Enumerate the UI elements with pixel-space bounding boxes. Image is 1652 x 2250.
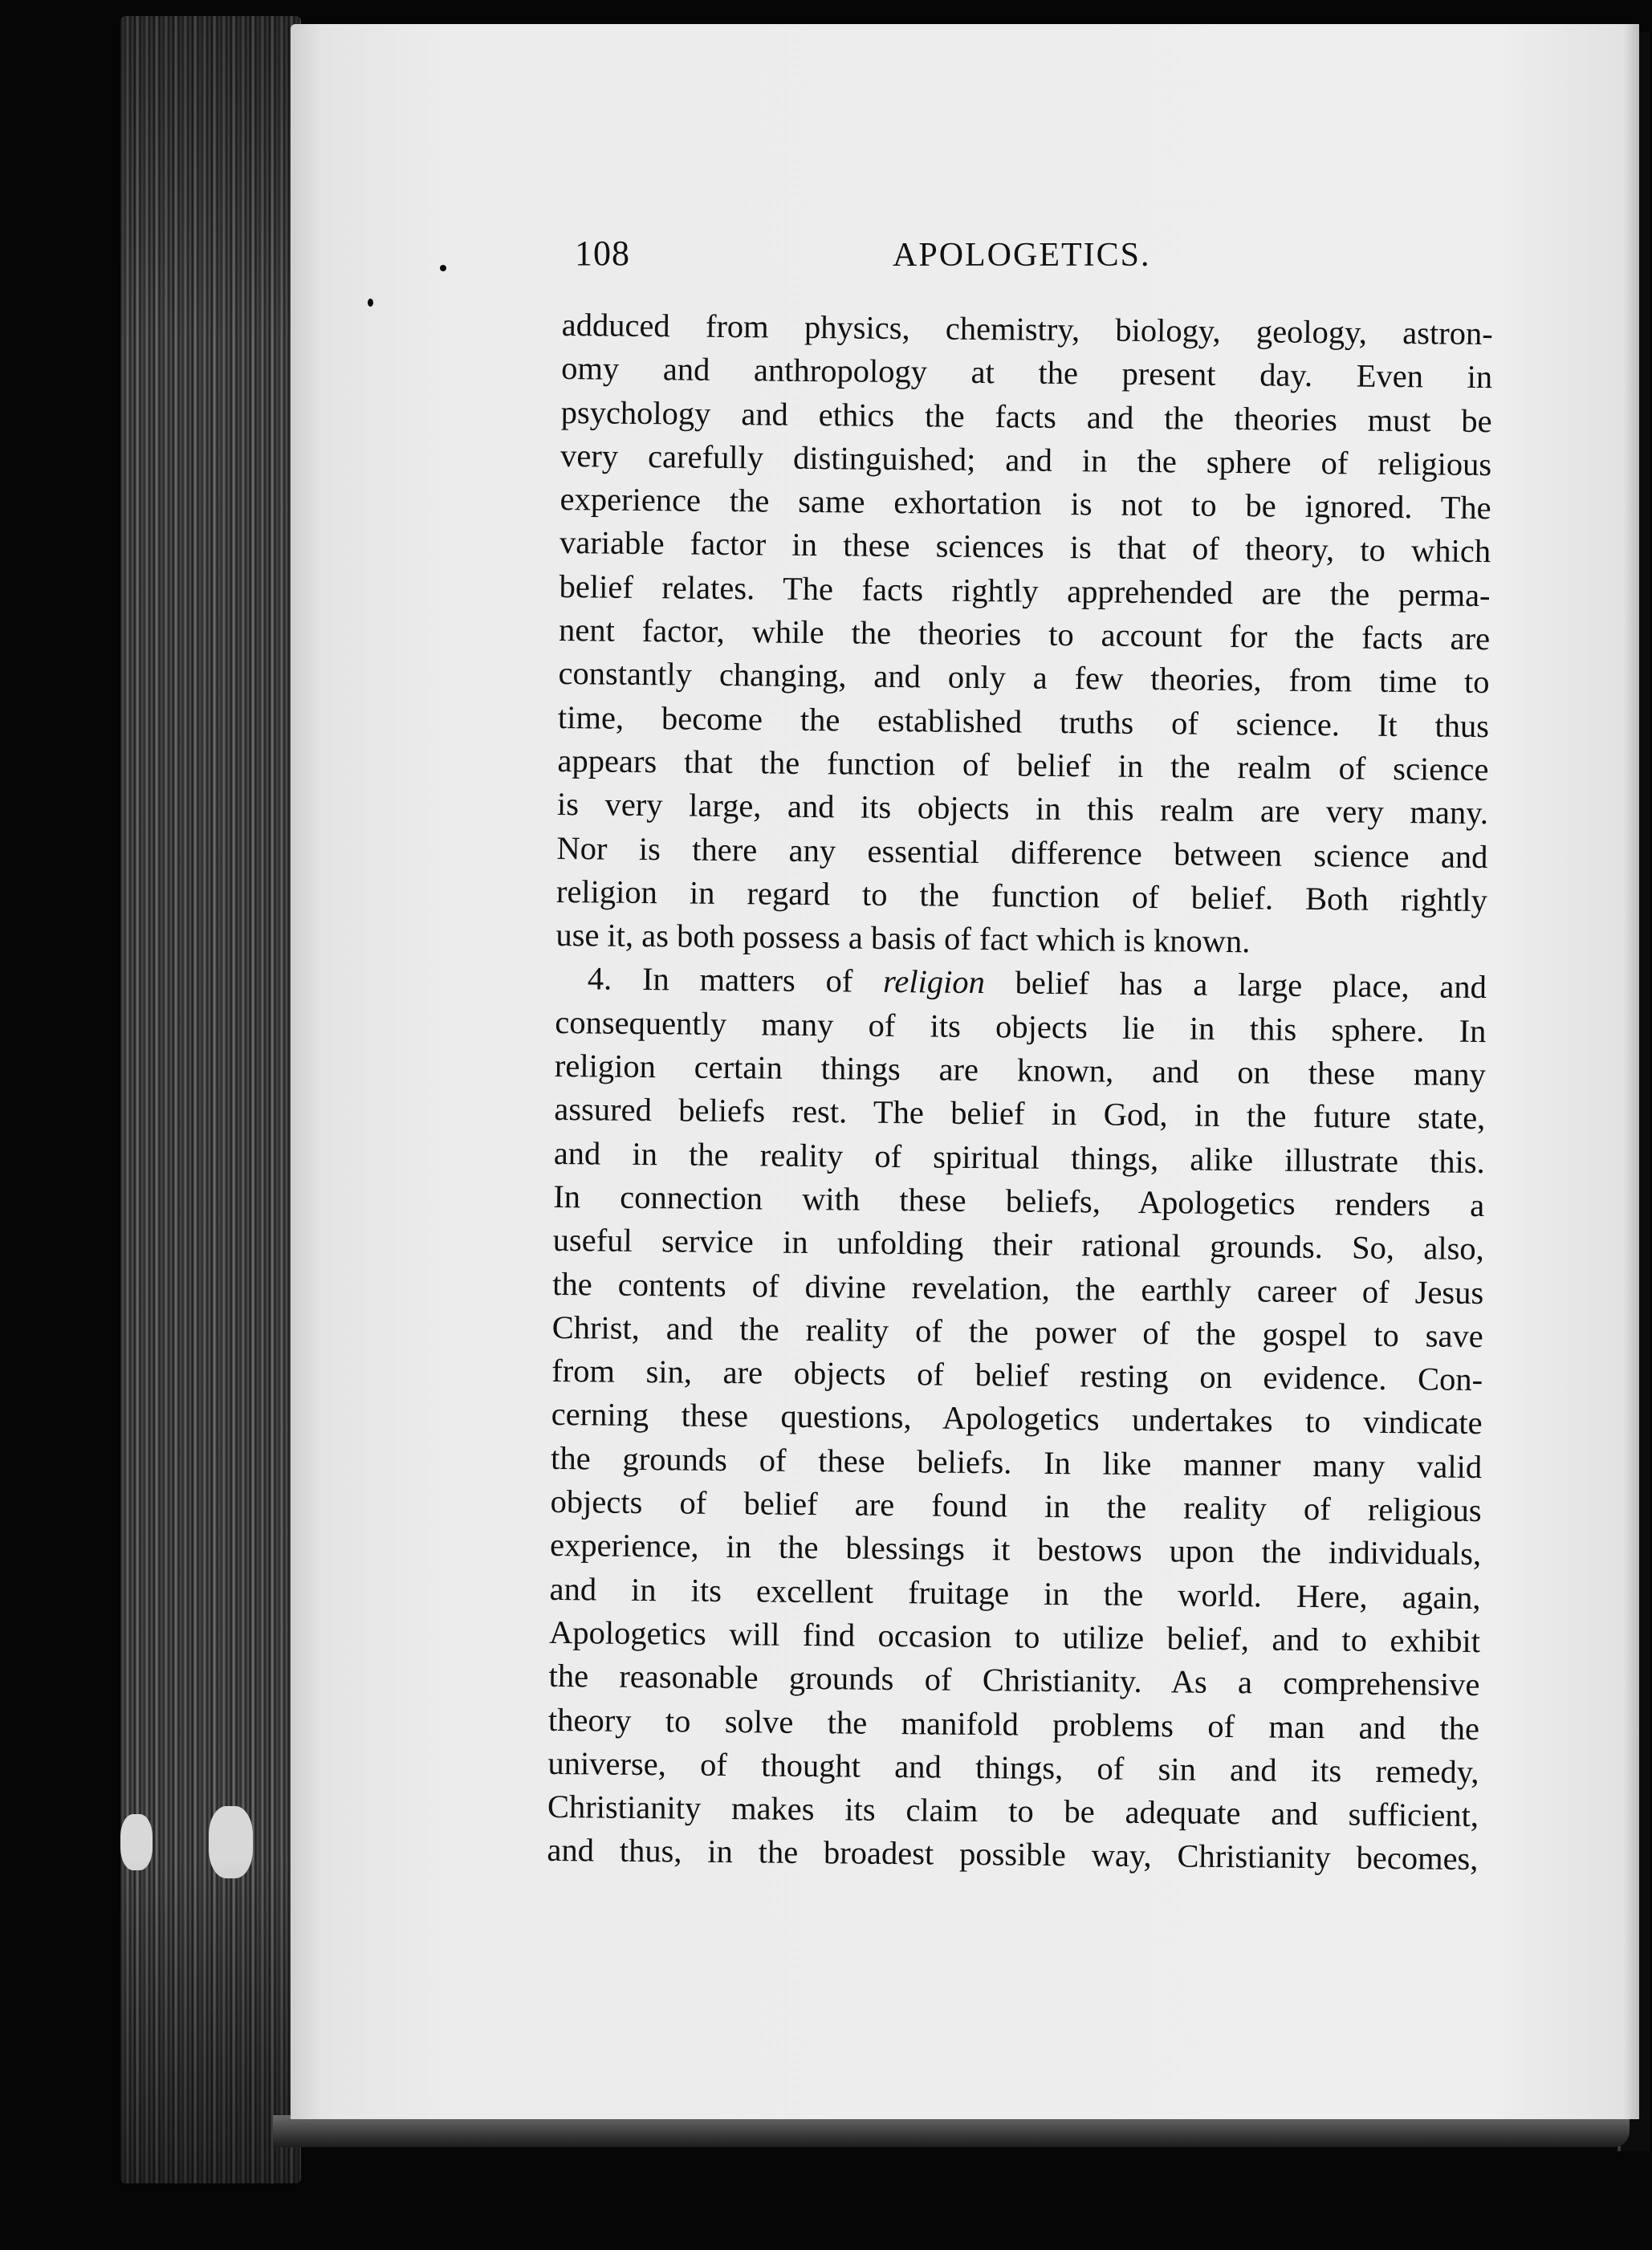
text-line: nent factor, while the theories to account for the facts are: [558, 612, 1491, 657]
text-line: belief relates. The facts rightly apprehended are the perma-: [559, 568, 1491, 613]
text-line: use it, as both possess a basis of fact which is known.: [555, 917, 1251, 960]
paragraph-1: [555, 303, 1493, 966]
scan-speck: [368, 299, 373, 307]
text-line: time, become the established truths of science. It thus: [557, 698, 1490, 744]
text-run: 4. In matters of: [587, 960, 884, 1000]
book-page-edges: [120, 16, 301, 2183]
text-line: very carefully distinguished; and in the sphere of religious: [559, 437, 1492, 483]
text-line: experience, in the blessings it bestows upon the individuals,: [549, 1527, 1482, 1573]
text-line: assured beliefs rest. The belief in God, in the future state,: [554, 1091, 1486, 1137]
page-edge-tear: [120, 1814, 153, 1870]
text-line: theory to solve the manifold problems of man and the: [547, 1701, 1480, 1747]
text-line: variable factor in these sciences is that of theory, to which: [559, 524, 1491, 570]
text-line: adduced from physics, chemistry, biology, geology, astron-: [561, 306, 1493, 352]
text-line: is very large, and its objects in this realm are very many.: [556, 786, 1489, 832]
text-line: religion in regard to the function of belief. Both rightly: [555, 873, 1488, 918]
text-line: universe, of thought and things, of sin and its remedy,: [547, 1744, 1479, 1790]
body-text: [547, 303, 1493, 1882]
page-bottom-edge: [273, 2115, 1630, 2147]
text-line: cerning these questions, Apologetics undertakes to vindicate: [551, 1396, 1483, 1442]
text-line: psychology and ethics the facts and the theories must be: [560, 393, 1492, 439]
emphasis-religion: religion: [882, 963, 986, 1001]
text-line: appears that the function of belief in the realm of science: [557, 742, 1489, 788]
text-line: and in the reality of spiritual things, alike illustrate this.: [553, 1134, 1486, 1180]
text-line: Christianity makes its claim to be adequate and sufficient,: [547, 1788, 1479, 1834]
text-line: Christ, and the reality of the power of the gospel to save: [551, 1308, 1483, 1354]
text-line: the reasonable grounds of Christianity. As a comprehensive: [548, 1658, 1480, 1703]
running-title: APOLOGETICS.: [893, 237, 1151, 274]
text-line: the contents of divine revelation, the earthly career of Jesus: [552, 1265, 1484, 1311]
paragraph-2: [547, 957, 1487, 1881]
text-line: constantly changing, and only a few theories, from time to: [558, 655, 1490, 701]
text-line: In connection with these beliefs, Apologetics renders a: [553, 1178, 1485, 1224]
text-line: and in its excellent fruitage in the world. Here, again,: [549, 1570, 1481, 1616]
text-run: belief has a large place, and: [984, 964, 1487, 1006]
scan-speck: [440, 265, 446, 271]
text-line: omy and anthropology at the present day. Even in: [561, 350, 1493, 396]
text-line: experience the same exhortation is not to be ignored. The: [559, 481, 1491, 527]
text-line: Nor is there any essential difference between science and: [556, 829, 1488, 875]
text-line: useful service in unfolding their rational grounds. So, also,: [552, 1222, 1484, 1267]
text-line: consequently many of its objects lie in this sphere. In: [555, 1003, 1487, 1049]
page-edge-tear: [209, 1806, 253, 1878]
text-line: and thus, in the broadest possible way, Christianity becomes,: [547, 1832, 1479, 1878]
text-line: the grounds of these beliefs. In like manner many valid: [550, 1439, 1483, 1485]
text-line: from sin, are objects of belief resting on evidence. Con-: [551, 1353, 1483, 1398]
text-line: objects of belief are found in the reality of religious: [550, 1483, 1482, 1529]
running-head: [575, 233, 1217, 281]
text-line: Apologetics will find occasion to utilize belief, and to exhibit: [548, 1613, 1481, 1659]
page-number: 108: [575, 234, 630, 273]
text-line: religion certain things are known, and on these many: [554, 1048, 1487, 1093]
